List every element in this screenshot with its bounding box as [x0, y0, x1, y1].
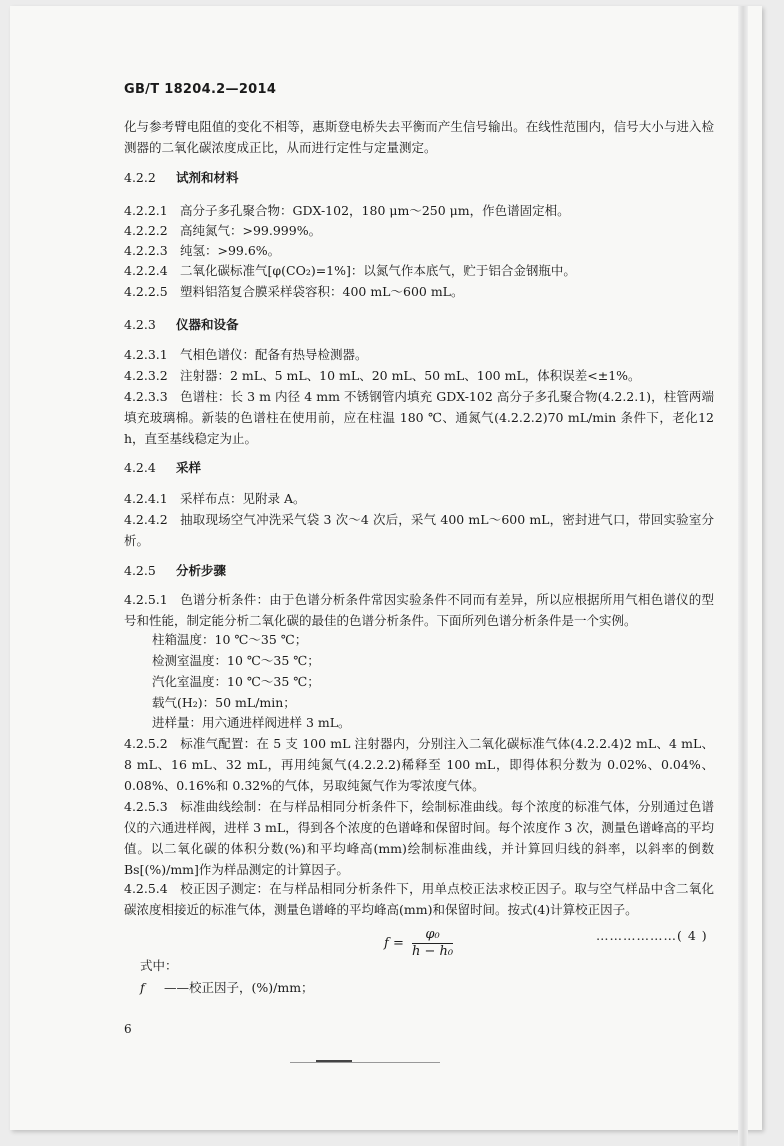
condition-injection-volume: 进样量：用六通进样阀进样 3 mL。: [152, 715, 351, 730]
section-title: 采样: [176, 460, 202, 475]
clause-number: 4.2.2.4: [124, 263, 168, 278]
section-4-2-4-heading: [124, 458, 201, 478]
clause-text: 色谱柱：长 3 m 内径 4 mm 不锈钢管内填充 GDX-102 高分子多孔聚合物(4.2.2.1)，柱管两端填充玻璃棉。新装的色谱柱在使用前，应在柱温 180 ℃、通氮气(4.2.2.2)70 mL/min 条件下，老化12 h，直至基线稳定为止。: [124, 389, 714, 446]
clause-4-2-2-1: [124, 201, 570, 221]
intro-paragraph: 化与参考臂电阻值的变化不相等，惠斯登电桥失去平衡而产生信号输出。在线性范围内，信号大小与进入检测器的二氧化碳浓度成正比，从而进行定性与定量测定。: [124, 119, 714, 155]
clause-4-2-2-4: [124, 261, 576, 281]
clause-4-2-3-3: [124, 386, 714, 449]
clause-number: 4.2.5.3: [124, 799, 168, 814]
where-label: 式中：: [140, 958, 178, 973]
section-4-2-2-heading: [124, 168, 239, 188]
section-title: 仪器和设备: [176, 317, 239, 332]
formula-fraction: [412, 927, 453, 960]
formula-numerator: φ₀: [412, 927, 453, 944]
condition-detector-temp: 检测室温度：10 ℃～35 ℃；: [152, 653, 320, 668]
clause-text: 纯氢：>99.6%。: [180, 243, 281, 258]
clause-number: 4.2.3.1: [124, 347, 168, 362]
section-4-2-3-heading: [124, 315, 239, 335]
clause-text: 色谱分析条件：由于色谱分析条件常因实验条件不同而有差异，所以应根据所用气相色谱仪的型号和性能，制定能分析二氧化碳的最佳的色谱分析条件。下面所列色谱分析条件是一个实例。: [124, 592, 714, 628]
equation-leader-dots: ………………: [596, 928, 677, 943]
clause-4-2-3-1: [124, 345, 368, 365]
condition-carrier-gas: 载气(H₂)：50 mL/min；: [152, 695, 296, 710]
clause-number: 4.2.2.2: [124, 223, 168, 238]
where-f-definition: [140, 978, 314, 998]
section-number: 4.2.2: [124, 170, 156, 185]
clause-text: 标准气配置：在 5 支 100 mL 注射器内，分别注入二氧化碳标准气体(4.2.2.4)2 mL、4 mL、8 mL、16 mL、32 mL，再用纯氮气(4.2.2.2)稀释至 100 mL，即得体积分数为 0.02%、0.04%、0.08%、0.16%和 0.32%的气体，另取纯氮气作为零浓度气体。: [124, 736, 714, 793]
clause-4-2-5-3: [124, 796, 714, 880]
footer-rule-mark: [316, 1060, 352, 1062]
clause-number: 4.2.3.2: [124, 368, 168, 383]
where-f-description: ——校正因子，(%)/mm；: [164, 980, 314, 995]
clause-number: 4.2.5.2: [124, 736, 168, 751]
footer-rule: [290, 1062, 440, 1063]
scan-edge-shadow: [738, 6, 748, 1146]
formula-4: [384, 927, 453, 960]
clause-4-2-5-2: [124, 733, 714, 796]
clause-text: 二氧化碳标准气[φ(CO₂)=1%]：以氮气作本底气，贮于铝合金钢瓶中。: [180, 263, 576, 278]
clause-number: 4.2.2.5: [124, 284, 168, 299]
equation-number: [596, 928, 708, 943]
section-number: 4.2.5: [124, 563, 156, 578]
clause-number: 4.2.2.1: [124, 203, 168, 218]
document-page: [10, 6, 762, 1130]
clause-number: 4.2.4.2: [124, 512, 168, 527]
standard-number-header: GB/T 18204.2—2014: [124, 82, 277, 97]
condition-column-oven-temp: 柱箱温度：10 ℃～35 ℃；: [152, 632, 308, 647]
clause-text: 高纯氮气：>99.999%。: [180, 223, 322, 238]
clause-text: 高分子多孔聚合物：GDX-102，180 μm～250 μm，作色谱固定相。: [180, 203, 570, 218]
section-number: 4.2.3: [124, 317, 156, 332]
page-number: 6: [124, 1022, 132, 1036]
section-number: 4.2.4: [124, 460, 156, 475]
equation-label: ( 4 ): [677, 928, 708, 943]
clause-4-2-2-5: [124, 282, 463, 302]
clause-4-2-4-2: [124, 509, 714, 551]
clause-text: 采样布点：见附录 A。: [180, 491, 306, 506]
clause-text: 塑料铝箔复合膜采样袋容积：400 mL～600 mL。: [180, 284, 464, 299]
clause-text: 校正因子测定：在与样品相同分析条件下，用单点校正法求校正因子。取与空气样品中含二氧化碳浓度相接近的标准气体，测量色谱峰的平均峰高(mm)和保留时间。按式(4)计算校正因子。: [124, 881, 714, 917]
clause-4-2-3-2: [124, 366, 641, 386]
clause-4-2-2-3: [124, 241, 280, 261]
clause-text: 标准曲线绘制：在与样品相同分析条件下，绘制标准曲线。每个浓度的标准气体，分别通过色谱仪的六通进样阀，进样 3 mL，得到各个浓度的色谱峰和保留时间。每个浓度作 3 次，测量色谱峰高的平均值。以二氧化碳的体积分数(%)和平均峰高(mm)绘制标准曲线，并计算回归线的斜率，以斜率的倒数 Bs[(%)/mm]作为样品测定的计算因子。: [124, 799, 714, 877]
clause-4-2-5-4: [124, 878, 714, 920]
clause-4-2-5-1: [124, 589, 714, 631]
clause-number: 4.2.5.4: [124, 881, 168, 896]
clause-text: 气相色谱仪：配备有热导检测器。: [180, 347, 368, 362]
clause-number: 4.2.5.1: [124, 592, 168, 607]
clause-4-2-2-2: [124, 221, 321, 241]
clause-number: 4.2.2.3: [124, 243, 168, 258]
clause-4-2-4-1: [124, 489, 306, 509]
section-title: 分析步骤: [176, 563, 227, 578]
formula-lhs: f =: [384, 936, 404, 951]
clause-number: 4.2.4.1: [124, 491, 168, 506]
clause-text: 抽取现场空气冲洗采气袋 3 次～4 次后，采气 400 mL～600 mL，密封进气口，带回实验室分析。: [124, 512, 714, 548]
where-f-symbol: f: [140, 980, 145, 995]
clause-text: 注射器：2 mL、5 mL、10 mL、20 mL、50 mL、100 mL，体积误差<±1%。: [180, 368, 641, 383]
condition-vaporizer-temp: 汽化室温度：10 ℃～35 ℃；: [152, 674, 320, 689]
section-title: 试剂和材料: [176, 170, 239, 185]
section-4-2-5-heading: [124, 561, 226, 581]
clause-number: 4.2.3.3: [124, 389, 168, 404]
formula-denominator: h − h₀: [411, 944, 454, 959]
